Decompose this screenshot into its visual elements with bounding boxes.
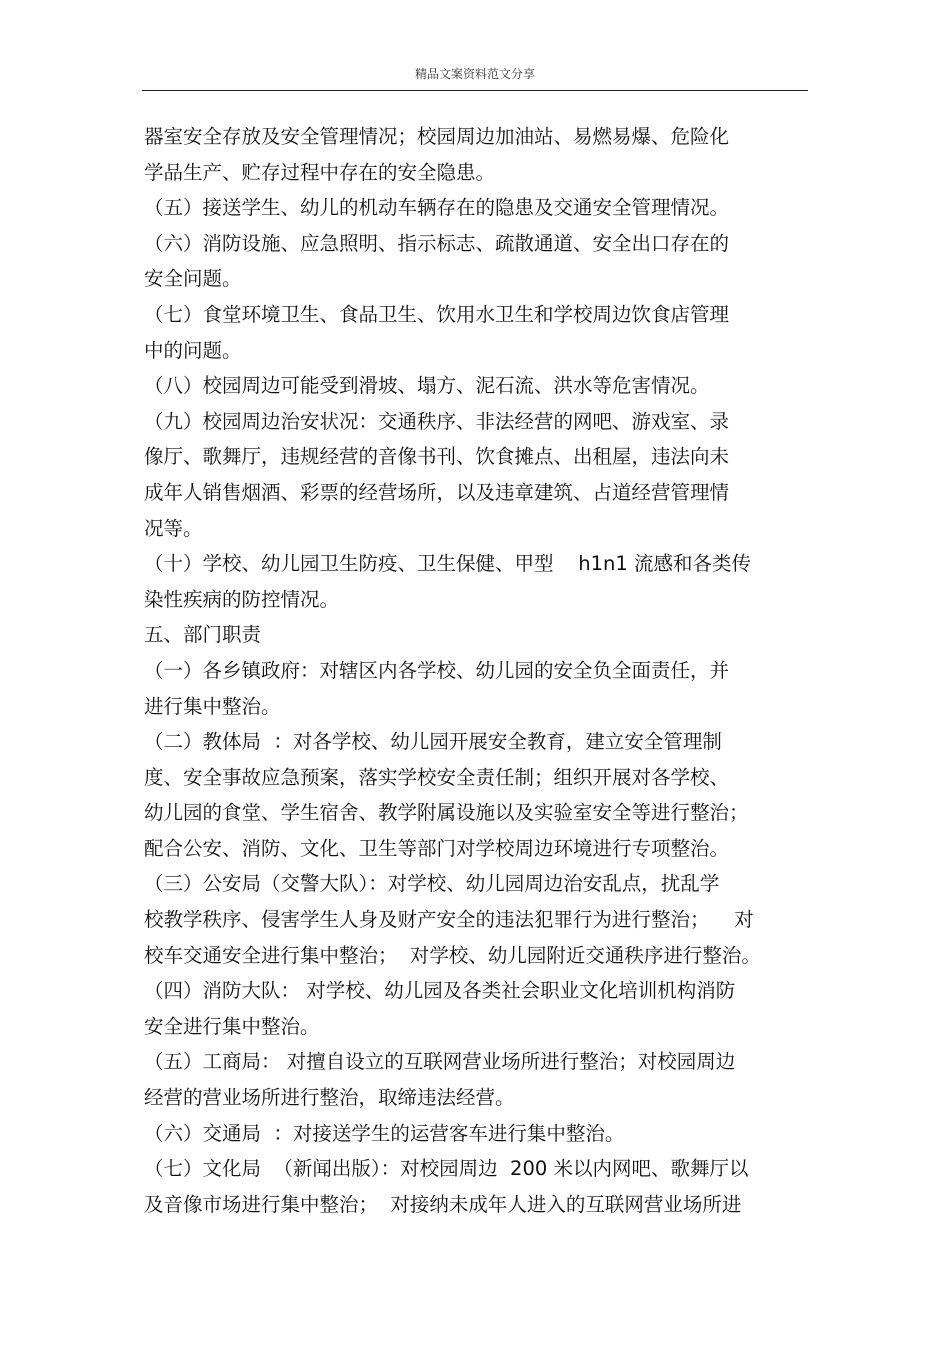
text-line: （四）消防大队： 对学校、幼儿园及各类社会职业文化培训机构消防 [144, 979, 736, 1003]
text-line: （七）文化局 （新闻出版）：对校园周边 200 米以内网吧、歌舞厅以 [144, 1157, 749, 1181]
text-line: 进行集中整治。 [144, 694, 281, 718]
text-line: 中的问题。 [144, 338, 242, 362]
text-line: 像厅、歌舞厅，违规经营的音像书刊、饮食摊点、出租屋，违法向未 [144, 445, 730, 469]
text-line: （八）校园周边可能受到滑坡、塌方、泥石流、洪水等危害情况。 [144, 374, 710, 398]
text-line: （六）交通局 ：对接送学生的运营客车进行集中整治。 [144, 1121, 625, 1145]
text-line: 安全进行集中整治。 [144, 1014, 320, 1038]
text-line: 况等。 [144, 516, 203, 540]
text-line: 器室安全存放及安全管理情况；校园周边加油站、易燃易爆、危险化 [144, 125, 730, 148]
text-line: 度、安全事故应急预案，落实学校安全责任制；组织开展对各学校、 [144, 765, 730, 789]
text-line: （一）各乡镇政府：对辖区内各学校、幼儿园的安全负全面责任，并 [144, 658, 730, 682]
text-line: （九）校园周边治安状况：交通秩序、非法经营的网吧、游戏室、录 [144, 409, 730, 433]
text-line: 染性疾病的防控情况。 [144, 587, 340, 611]
text-line: （十）学校、幼儿园卫生防疫、卫生保健、甲型 h1n1 流感和各类传 [144, 552, 752, 576]
text-line: 校教学秩序、侵害学生人身及财产安全的违法犯罪行为进行整治； 对 [144, 908, 754, 932]
header-divider [142, 90, 808, 91]
text-line: 配合公安、消防、文化、卫生等部门对学校周边环境进行专项整治。 [144, 836, 730, 860]
text-line: （七）食堂环境卫生、食品卫生、饮用水卫生和学校周边饮食店管理 [144, 302, 730, 326]
text-line: 经营的营业场所进行整治，取缔违法经营。 [144, 1086, 515, 1110]
text-line: （六）消防设施、应急照明、指示标志、疏散通道、安全出口存在的 [144, 231, 730, 255]
text-line: （五）接送学生、幼儿的机动车辆存在的隐患及交通安全管理情况。 [144, 196, 730, 220]
page-header: 精品文案资料范文分享 [414, 67, 535, 81]
section-heading: 五、部门职责 [144, 623, 262, 647]
text-line: 安全问题。 [144, 267, 242, 291]
text-line: （五）工商局： 对擅自设立的互联网营业场所进行整治；对校园周边 [144, 1050, 736, 1074]
text-line: 幼儿园的食堂、学生宿舍、教学附属设施以及实验室安全等进行整治； [144, 801, 749, 825]
text-line: （二）教体局 ：对各学校、幼儿园开展安全教育，建立安全管理制 [144, 730, 722, 754]
text-line: 及音像市场进行集中整治； 对接纳未成年人进入的互联网营业场所进 [144, 1192, 742, 1216]
document-body [144, 119, 816, 1222]
text-line: 成年人销售烟酒、彩票的经营场所，以及违章建筑、占道经营管理情 [144, 480, 730, 504]
text-line: 校车交通安全进行集中整治； 对学校、幼儿园附近交通秩序进行整治。 [144, 943, 761, 967]
text-line: （三）公安局（交警大队）：对学校、幼儿园周边治安乱点，扰乱学 [144, 872, 720, 896]
text-line: 学品生产、贮存过程中存在的安全隐患。 [144, 160, 496, 184]
